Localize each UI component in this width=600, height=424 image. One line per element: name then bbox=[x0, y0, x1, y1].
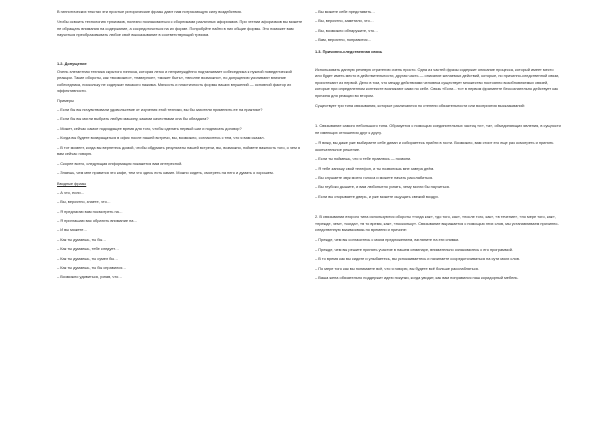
example-2: – Если бы вы могли выбрать любую машину, какими качествами она бы обладала? bbox=[57, 116, 209, 122]
binding-example: – Прежде, чем вы согласитесь с моим предложением, взгляните на эти снимки. bbox=[315, 237, 460, 243]
binding-type-1: 1. Связывание самого небольшого типа. Образуется с помощью соединительных частиц «и», «а», объединяющих явления, в сущности не имеющих отношения друг к другу. bbox=[315, 123, 561, 135]
examples-label: Примеры bbox=[57, 97, 74, 103]
binding-example: – Если вы открываете дверь, и уже можете ощущать свежий воздух. bbox=[315, 193, 439, 199]
binding-example: – Вы глубоко дышите, и вам любопытно узнать, чему могли бы научиться. bbox=[315, 184, 450, 190]
example-5: – В тот момент, когда вы вернетесь домой, чтобы обдумать результаты нашей встречи, вы, возможно, поймете важность того, о чем я вам сейчас говорю. bbox=[57, 144, 300, 157]
section-1-3-types-intro: Существует три типа связывания, которые различаются по степени обязательности или восприятия высказываний: bbox=[315, 103, 525, 109]
phrase-item: – Как ты думаешь, ты сумел бы… bbox=[57, 255, 119, 261]
phrase-item: – Вы, возможно обнаружите, что… bbox=[315, 27, 378, 33]
phrase-item: – Вы, вероятно, знаете, что… bbox=[57, 199, 111, 205]
phrase-item: – И вы можете… bbox=[57, 227, 88, 233]
section-heading-1-3: 1.3. Причинно-следственная связь bbox=[315, 48, 383, 54]
phrase-item: – Как ты думаешь, ты бы… bbox=[57, 236, 107, 242]
binding-example: – Ваша жена обязательно поддержит идею покупки, когда увидит, как вам понравился наш коридорный мебель. bbox=[315, 274, 519, 280]
binding-example: – Если ты поймешь, что я тебе нравлюсь — позвони. bbox=[315, 156, 412, 162]
phrase-item: – Возможно удивиться, узнав, что… bbox=[57, 274, 123, 280]
phrase-item: – А что, если… bbox=[57, 189, 85, 195]
binding-example: – Я тебе запишу свой телефон, и ты позвонишь мне завтра днём. bbox=[315, 165, 435, 171]
binding-example: – Я вижу, вы даже уже выбираете себе диван и собираетесь прийти в гости. Возможно, вам стоит его еще раз осмотреть и принять окончательное решение. bbox=[315, 140, 554, 152]
intro-phrases-heading: Вводные фразы bbox=[57, 181, 87, 187]
example-7: – Знаешь, чем мне нравится это кафе, тем что здесь есть камин. Можно сидеть, смотреть на него и думать о хорошем. bbox=[57, 169, 274, 175]
section-1-3-intro: Использовать данную речевую стратегию очень просто. Одна из частей фразы содержит описание процесса, который имеет место или будет иметь место в действительности, другая часть — описание желаемых действий, которые, по причинно-следственной связи, проистекают из первой. Дело в том, что между действиями человека существует множество постоянно возобновляемых связей, которые при определенном контексте возникают сами по себе. Связь «Если... то» в первом фрагменте бессознательно действует как причина для реакции во втором. bbox=[315, 67, 560, 98]
phrase-item: – Вам, вероятно, понравится… bbox=[315, 37, 372, 43]
phrase-item: – Вы, вероятно, заметили, что… bbox=[315, 18, 374, 24]
binding-type-2: 2. В связывании второго типа используются обороты «тогда как», «до того, как», «после того, как», «в течение», «по мере того, как», «прежде, чем», «когда», «в то время, как», «поскольку». Связывание выражается с помощью этих слов, мы устанавливаем причинно-следственную взаимосвязь по времени и причине: bbox=[315, 214, 559, 232]
example-3: – Может, сейчас самое подходящее время для того, чтобы сделать первый шаг и подписать договор? bbox=[57, 125, 242, 131]
section-heading-1-2: 1.2. Допущение bbox=[57, 60, 87, 66]
phrase-item: – Вы можете себе представить… bbox=[315, 9, 376, 14]
binding-example: – Прежде, чем вы решите принять участие в нашем семинаре, внимательно ознакомьтесь с его программой. bbox=[315, 246, 513, 252]
phrase-item: – Я предлагаю вам посмотреть на… bbox=[57, 208, 123, 214]
right-column bbox=[315, 0, 561, 424]
phrase-item: – Я приглашаю вас обратить внимание на… bbox=[57, 217, 138, 223]
binding-example: – В то время как вы сидите и улыбаетесь, вы успокаиваетесь и начинаете сосредоточиваться на сути моих слов. bbox=[315, 256, 520, 262]
example-1: – Если бы вы почувствовали удовольствие от изучения этой техники, вы бы захотели применить ее на практике? bbox=[57, 107, 263, 113]
example-6: – Скорее всего, следующая информация покажется вам интересной. bbox=[57, 160, 183, 166]
phrase-item: – Как ты думаешь, тебе следует… bbox=[57, 246, 120, 252]
phrase-item: – Как ты думаешь, ты бы справился… bbox=[57, 264, 127, 270]
intro-paragraph-2: Чтобы освоить технологию трюизмов, полезно познакомиться с сборниками различных афоризмов. При чтении афоризмов вы можете не обращать внимания на содержание, а сосредоточиться на их форме. Попробуйте найти в них общие формы. Это поможет вам научиться преобразовывать любое своё высказывание в соответствующий трюизм. bbox=[57, 19, 303, 38]
binding-example: – По мере того как вы понимаете всё, что я говорю, вы будете всё больше расслабляться. bbox=[315, 265, 479, 271]
intro-paragraph-1: В гипнотических текстах эти простые риторические фразы дают нам потрясающую силу воздействия. bbox=[57, 9, 242, 14]
example-4: – Когда вы будете возвращаться в офис после нашей встречи, вы, возможно, согласитесь с тем, что я вам сказал. bbox=[57, 135, 265, 141]
section-1-2-intro: Очень элегантная техника скрытого гипноза, которая легко и непринуждённо подталкивает собеседника к нужной поведенческой реакции. Такие обороты, как «возможно», «наверное», «может быть», «вполне возможно», по допущению усиливают влияние собеседника, поскольку не содержат никакого нажима. Мягкость и пластичность формы ваших внушений — основной фактор их эффективности. bbox=[57, 69, 292, 94]
left-column bbox=[57, 0, 303, 424]
binding-example: – Вы слушаете звук моего голоса и можете начать расслабиться. bbox=[315, 174, 434, 180]
